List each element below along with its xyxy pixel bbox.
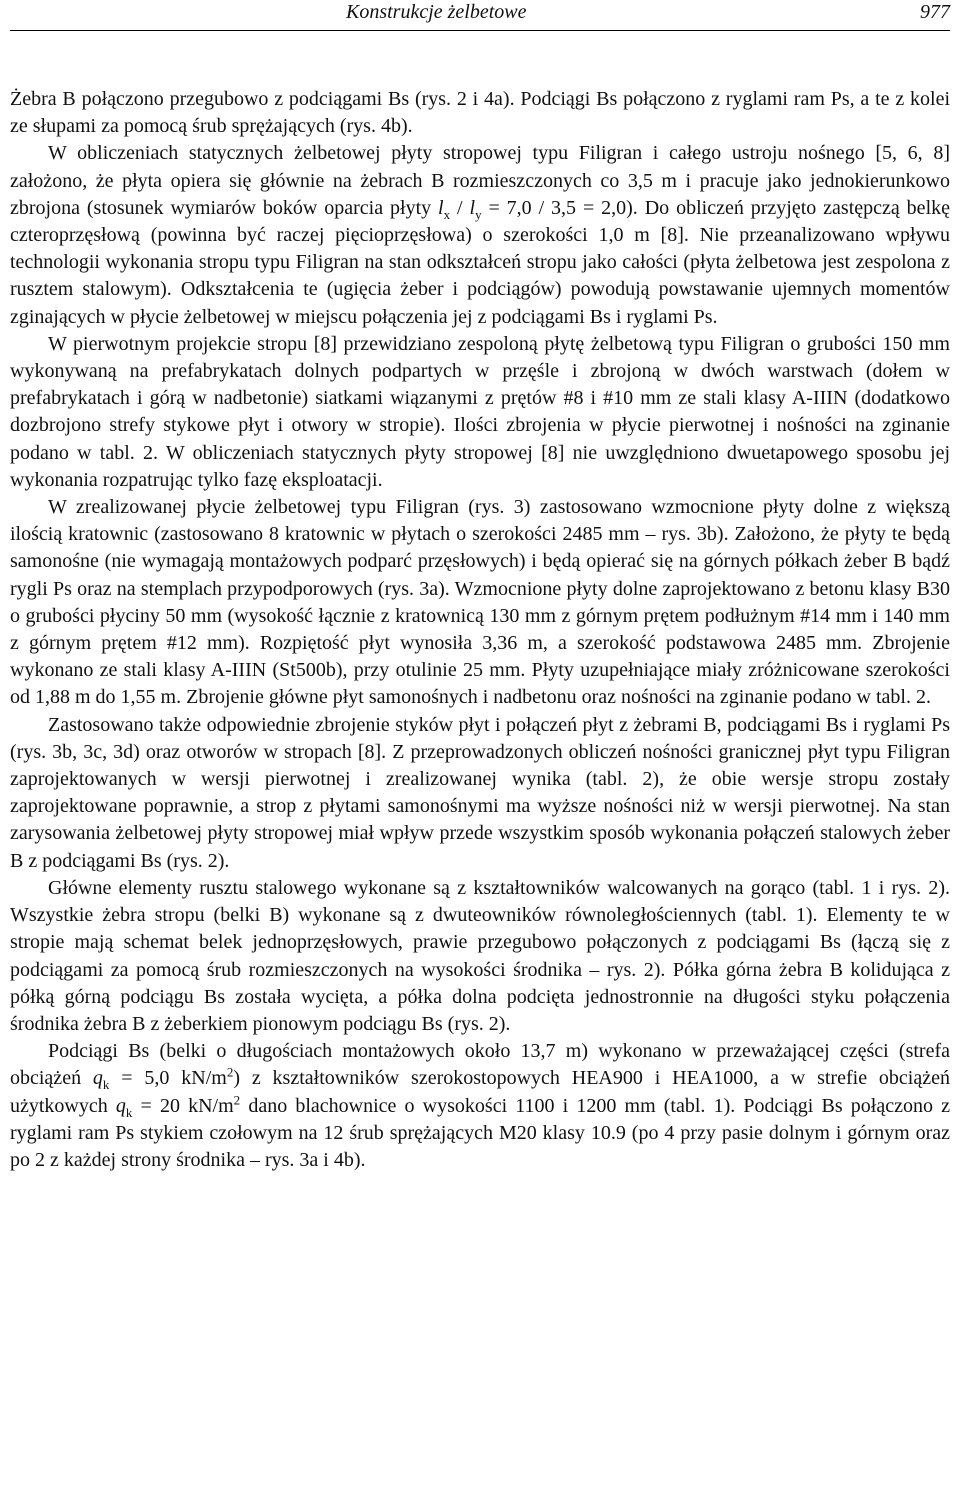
math-symbol: l [469, 196, 476, 219]
text-run: W zrealizowanej płycie żelbetowej typu Filigran (rys. 3) zastosowano wzmocnione płyty dolne z większą ilością kratownic (zastosowano 8 kratownic w płytach o szerokości 2485 mm – rys. 3b). Założono, że płyty te będą samonośne (nie wymagają montażowych podparć przęsłowych) i będą opierać się na górnych półkach żeber B bądź rygli Ps oraz na stemplach przypodporowych (rys. 3a). Wzmocnione płyty dolne zaprojektowano z betonu klasy B30 o grubości płyciny 50 mm (wysokość łącznie z kratownicą 130 mm z górnym prętem podłużnym #14 mm i 140 mm z górnym prętem #12 mm). Rozpiętość płyt wynosiła 3,36 m, a szerokość podstawowa 2485 mm. Zbrojenie wykonano ze stali klasy A-IIIN (St500b), przy otulinie 25 mm. Płyty uzupełniające miały zróżnicowane szerokości od 1,88 m do 1,55 m. Zbrojenie główne płyt samonośnych i nadbetonu oraz nośności na zginanie podano w tabl. 2. [10, 496, 950, 709]
text-run: Główne elementy rusztu stalowego wykonane są z kształtowników walcowanych na gorąco (tabl. 1 i rys. 2). Wszystkie żebra stropu (belki B) wykonane są z dwuteowników równoległościennych (tabl. 1). Elementy te w stropie mają schemat belek jednoprzęsłowych, prawie przegubowo połączonych z podciągami Bs (łączą się z podciągami za pomocą śrub rozmieszczonych na wysokości środnika – rys. 2). Półka górna żebra B kolidująca z półką górną podciągu Bs została wycięta, a półka dolna podcięta jednostronnie na długości styku połączenia środnika żebra B z żeberkiem pionowym podciągu Bs (rys. 2). [10, 876, 950, 1035]
math-symbol: 2 [233, 1091, 241, 1107]
paragraph [10, 494, 950, 712]
math-symbol: q [115, 1094, 126, 1117]
math-symbol: k [102, 1077, 110, 1093]
math-symbol: x [443, 206, 451, 222]
running-header [10, 0, 950, 31]
paragraph [10, 86, 950, 140]
text-run: ) z kształtowników szerokostopowych HEA900 i HEA1000, a w strefie obciążeń użytkowych [10, 1067, 950, 1117]
text-run: / [450, 196, 470, 219]
text-run: Żebra B połączono przegubowo z podciągami Bs (rys. 2 i 4a). Podciągi Bs połączono z ryglami ram Ps, a te z kolei ze słupami za pomocą śrub sprężających (rys. 4b). [10, 88, 950, 138]
header-title: Konstrukcje żelbetowe [346, 1, 527, 23]
text-run: = 7,0 / 3,5 = 2,0). Do obliczeń przyjęto zastępczą belkę czteroprzęsłową (powinna być raczej pięcioprzęsłowa) o szerokości 1,0 m [8]. Nie przeanalizowano wpływu technologii wykonania stropu typu Filigran na stan odkształceń stropu jako całości (płyta żelbetowa jest zespolona z rusztem stalowym). Odkształcenia te (ugięcia żeber i podciągów) powodują powstawanie ujemnych momentów zginających w płycie żelbetowej w miejscu połączenia jej z podciągami Bs i ryglami Ps. [10, 196, 950, 328]
paragraph [10, 140, 950, 330]
text-run: = 20 kN/m [132, 1094, 234, 1117]
paragraph [10, 331, 950, 494]
text-run: Podciągi Bs (belki o długościach montażowych około 13,7 m) wykonano w przeważającej części (strefa obciążeń [10, 1040, 950, 1090]
paragraph [10, 1038, 950, 1174]
text-run: dano blachownice o wysokości 1100 i 1200 mm (tabl. 1). Podciągi Bs połączono z ryglami ram Ps stykiem czołowym na 12 śrub sprężających M20 klasy 10.9 (po 4 przy pasie dolnym i górnym oraz po 2 z każdej strony środnika – rys. 3a i 4b). [10, 1094, 950, 1171]
page-number: 977 [920, 1, 950, 23]
math-symbol: 2 [226, 1064, 234, 1080]
math-symbol: y [475, 206, 482, 222]
text-run: = 5,0 kN/m [109, 1067, 227, 1090]
text-run: W obliczeniach statycznych żelbetowej płyty stropowej typu Filigran i całego ustroju nośnego [5, 6, 8] założono, że płyta opiera się głównie na żebrach B rozmieszczonych co 3,5 m i pracuje jako jednokierunkowo zbrojona (stosunek wymiarów boków oparcia płyty [10, 142, 950, 219]
math-symbol: k [125, 1104, 133, 1120]
text-run: W pierwotnym projekcie stropu [8] przewidziano zespoloną płytę żelbetową typu Filigran o grubości 150 mm wykonywaną na prefabrykatach dolnych podpartych w przęśle i zbrojoną w dwóch warstwach (dołem w prefabrykatach i górą w nadbetonie) siatkami wiązanymi z prętów #8 i #10 mm ze stali klasy A-IIIN (dodatkowo dozbrojono strefy stykowe płyt i otwory w stropie). Ilości zbrojenia w płycie pierwotnej i nośności na zginanie podano w tabl. 2. W obliczeniach statycznych płyty stropowej [8] nie uwzględniono dwuetapowego sposobu jej wykonania rozpatrując tylko fazę eksploatacji. [10, 332, 950, 491]
paragraph [10, 712, 950, 875]
math-symbol: l [438, 196, 444, 219]
body-text [10, 86, 950, 1174]
math-symbol: q [92, 1067, 103, 1090]
paragraph [10, 875, 950, 1038]
text-run: Zastosowano także odpowiednie zbrojenie styków płyt i połączeń płyt z żebrami B, podciągami Bs i ryglami Ps (rys. 3b, 3c, 3d) oraz otworów w stropach [8]. Z przeprowadzonych obliczeń nośności granicznej płyt typu Filigran zaprojektowanych w wersji pierwotnej i zrealizowanej wynika (tabl. 2), że obie wersje stropu zostały zaprojektowane poprawnie, a strop z płytami samonośnymi ma wyższe nośności niż w wersji pierwotnej. Na stan zarysowania żelbetowej płyty stropowej miał wpływ przede wszystkim sposób wykonania połączeń stalowych żeber B z podciągami Bs (rys. 2). [10, 713, 950, 872]
